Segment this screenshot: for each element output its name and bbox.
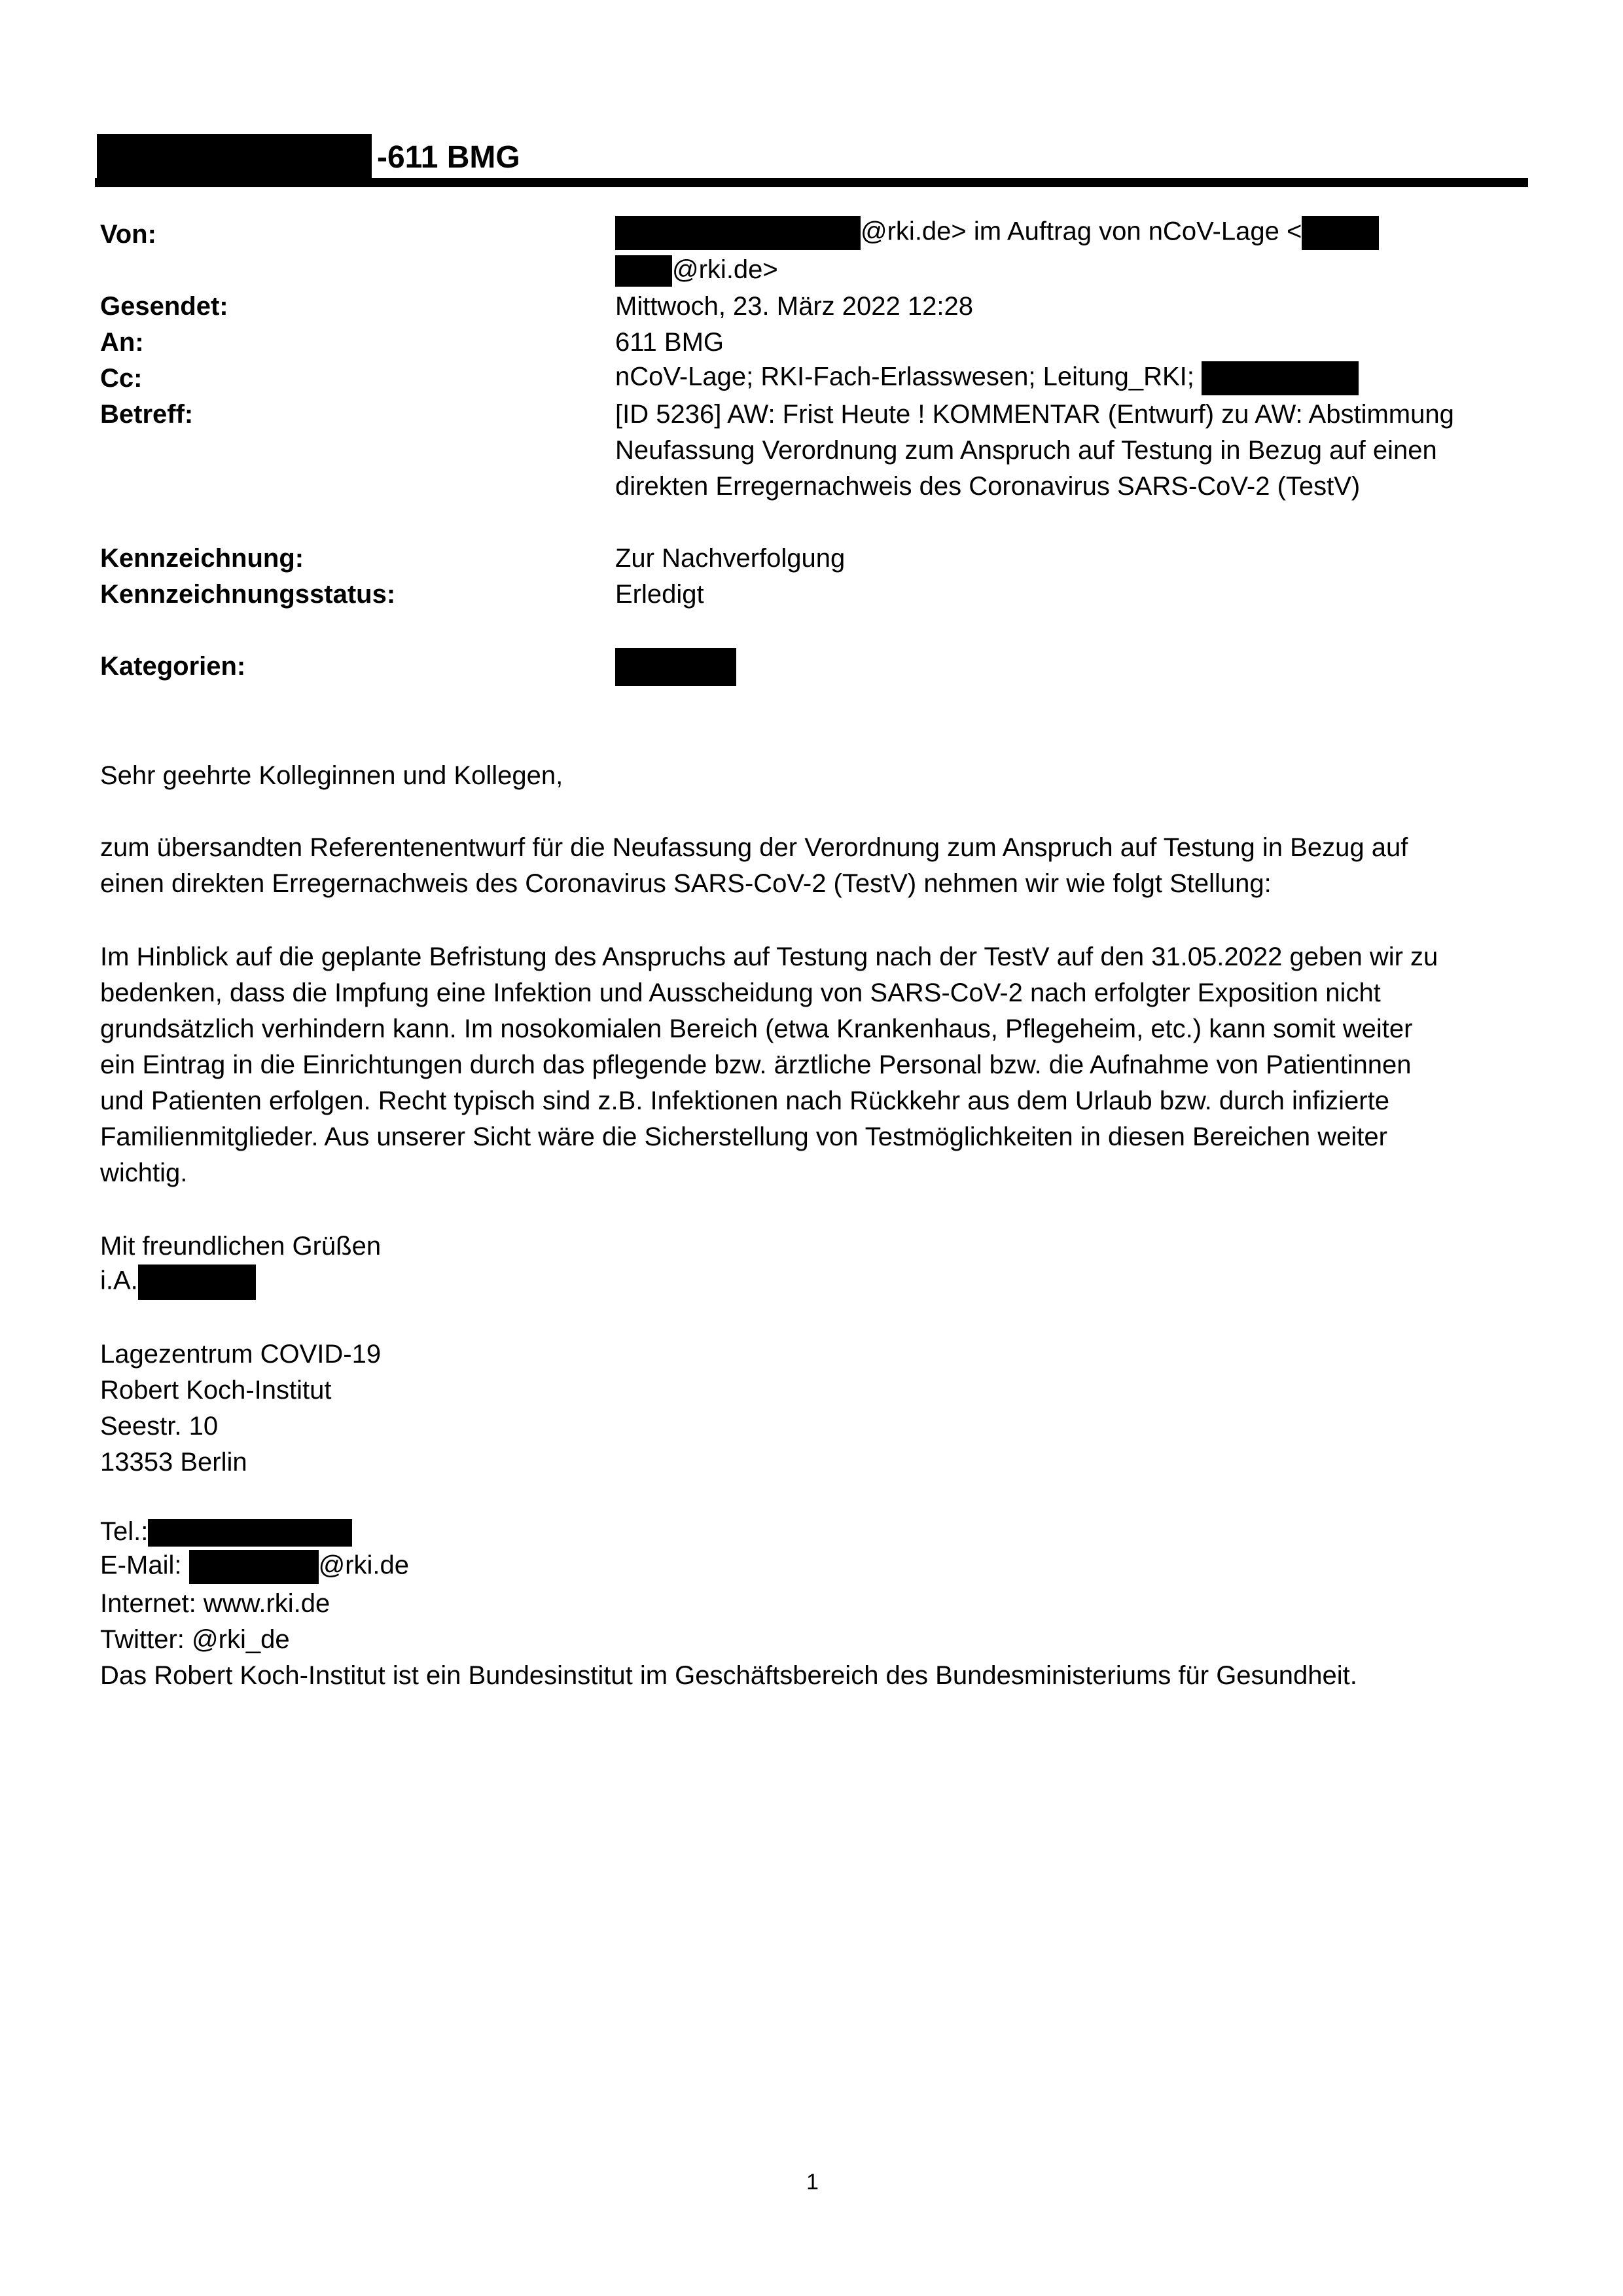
paragraph-line: ein Eintrag in die Einrichtungen durch das pflegende bzw. ärztliche Personal bzw. die Aufnahme von Patientinnen [100,1050,1412,1079]
tel-label: Tel.: [100,1517,149,1546]
sent-label: Gesendet: [100,292,228,321]
from-value [615,216,1379,250]
greeting: Sehr geehrte Kolleginnen und Kollegen, [100,761,563,790]
redaction-box [189,1550,319,1584]
paragraph-line: einen direkten Erregernachweis des Coronavirus SARS-CoV-2 (TestV) nehmen wir wie folgt Stellung: [100,869,1272,898]
org-line: 13353 Berlin [100,1448,247,1477]
header-title: -611 BMG [377,140,520,175]
email-line [100,1550,409,1584]
flag-label: Kennzeichnung: [100,544,304,573]
cc-value [615,361,1359,395]
flag-status-value: Erledigt [615,580,704,609]
signature-prefix: i.A. [100,1266,138,1295]
paragraph-line: und Patienten erfolgen. Recht typisch sind z.B. Infektionen nach Rückkehr aus dem Urlaub bzw. durch infizierte [100,1086,1389,1115]
categories-value [615,648,736,686]
redaction-box [615,648,736,686]
redaction-box [615,216,861,250]
from-line1: @rki.de> im Auftrag von nCoV-Lage < [861,217,1302,246]
subject-label: Betreff: [100,400,194,429]
cc-label: Cc: [100,364,143,393]
org-line: Robert Koch-Institut [100,1376,332,1405]
to-value: 611 BMG [615,328,724,357]
twitter-line: Twitter: @rki_de [100,1625,290,1654]
redaction-box [97,134,372,180]
sent-value: Mittwoch, 23. März 2022 12:28 [615,292,973,321]
internet-line: Internet: www.rki.de [100,1589,330,1618]
footer-note: Das Robert Koch-Institut ist ein Bundesinstitut im Geschäftsbereich des Bundesministeriums für Gesundheit. [100,1661,1357,1690]
org-line: Seestr. 10 [100,1412,219,1441]
email-label: E-Mail: [100,1551,182,1580]
redaction-box [615,255,672,287]
redaction-box [1202,361,1359,395]
redaction-box [1302,216,1379,250]
paragraph-line: zum übersandten Referentenentwurf für die Neufassung der Verordnung zum Anspruch auf Testung in Bezug auf [100,833,1408,862]
tel-line [100,1517,352,1547]
paragraph-line: grundsätzlich verhindern kann. Im nosokomialen Bereich (etwa Krankenhaus, Pflegeheim, etc.) kann somit weiter [100,1014,1413,1043]
from-value-line2 [615,255,778,287]
paragraph-line: wichtig. [100,1158,188,1187]
email-suffix: @rki.de [318,1551,409,1580]
subject-line: direkten Erregernachweis des Coronavirus SARS-CoV-2 (TestV) [615,472,1361,501]
flag-value: Zur Nachverfolgung [615,544,846,573]
redaction-box [138,1265,256,1300]
cc-text: nCoV-Lage; RKI-Fach-Erlasswesen; Leitung_RKI; [615,362,1194,391]
subject-line: Neufassung Verordnung zum Anspruch auf Testung in Bezug auf einen [615,436,1437,465]
org-line: Lagezentrum COVID-19 [100,1340,382,1369]
document-header [97,134,520,180]
from-line2: @rki.de> [672,255,778,284]
paragraph-line: bedenken, dass die Impfung eine Infektion und Ausscheidung von SARS-CoV-2 nach erfolgter Exposition nicht [100,978,1381,1007]
subject-line: [ID 5236] AW: Frist Heute ! KOMMENTAR (Entwurf) zu AW: Abstimmung [615,400,1454,429]
redaction-box [148,1519,352,1547]
categories-label: Kategorien: [100,652,246,681]
header-rule [95,178,1528,187]
flag-status-label: Kennzeichnungsstatus: [100,580,396,609]
paragraph-line: Familienmitglieder. Aus unserer Sicht wäre die Sicherstellung von Testmöglichkeiten in diesen Bereichen weiter [100,1122,1387,1151]
signature [100,1265,256,1300]
paragraph-line: Im Hinblick auf die geplante Befristung des Anspruchs auf Testung nach der TestV auf den 31.05.2022 geben wir zu [100,942,1438,971]
page-number: 1 [806,2170,819,2195]
from-label: Von: [100,220,156,249]
closing: Mit freundlichen Grüßen [100,1232,382,1261]
to-label: An: [100,328,144,357]
